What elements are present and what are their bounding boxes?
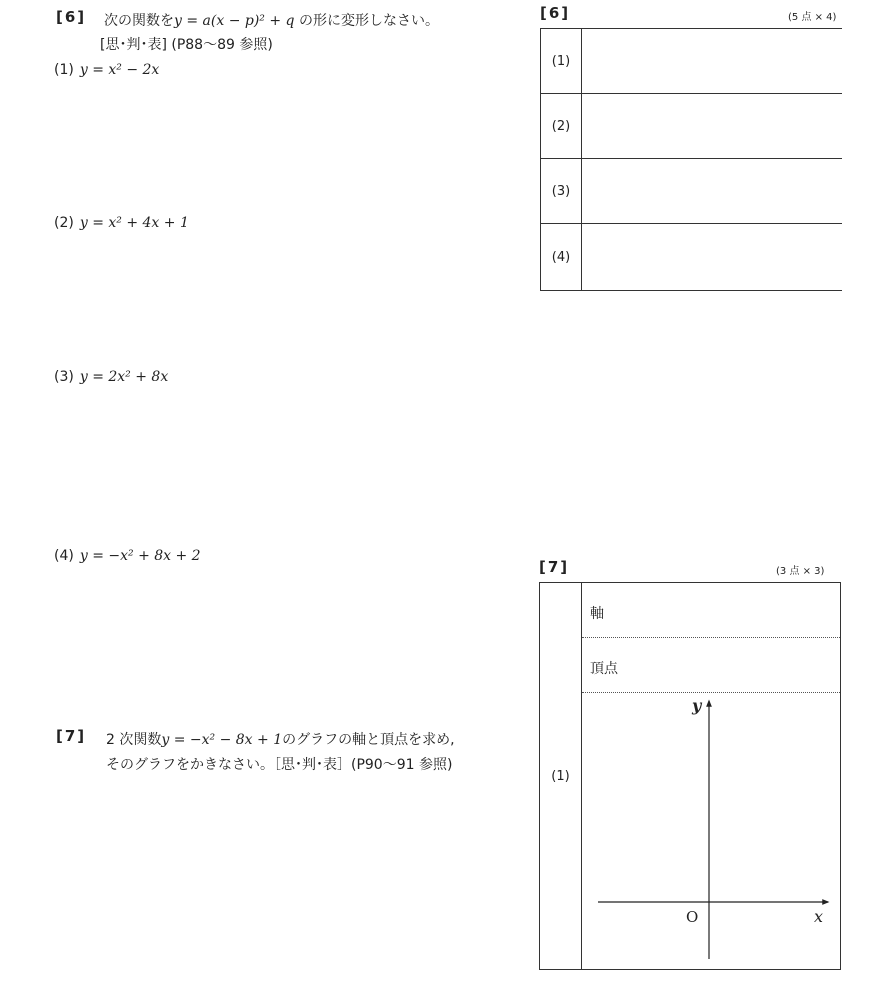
answer7-axis-label: 軸 xyxy=(590,606,604,622)
question-6-1 xyxy=(54,62,159,78)
question-formula: y = 2x² + 8x xyxy=(79,369,169,385)
origin-label: O xyxy=(686,908,699,926)
answer7-table xyxy=(539,582,841,970)
question-6-3 xyxy=(54,369,168,385)
answer6-cell-1[interactable] xyxy=(581,29,842,94)
section7-instruction-formula: y = −x² − 8x + 1 xyxy=(161,732,283,748)
section6-instruction-formula: y = a(x − p)² + q xyxy=(174,13,295,29)
section7-header: [7] xyxy=(56,727,87,745)
section7-instruction xyxy=(106,729,455,749)
answer7-vertex-row[interactable] xyxy=(582,638,840,693)
answer6-cell-2[interactable] xyxy=(581,94,842,159)
section6-criteria: [思･判･表] (P88〜89 参照) xyxy=(100,37,273,53)
answer6-cell-4[interactable] xyxy=(581,224,842,290)
answer7-points: (3 点 × 3) xyxy=(776,566,825,577)
answer6-points: (5 点 × 4) xyxy=(788,12,837,23)
answer6-row-4 xyxy=(540,223,842,291)
section6-instruction-pre: 次の関数を xyxy=(104,13,174,29)
section6-instruction-post: の形に変形しなさい。 xyxy=(298,13,439,29)
answer6-row-label: (4) xyxy=(540,224,582,290)
answer6-row-2 xyxy=(540,93,842,159)
answer7-axis-row[interactable] xyxy=(582,583,840,638)
section6-header: [6] xyxy=(56,8,87,26)
section7-instruction-post: のグラフの軸と頂点を求め, xyxy=(282,732,455,748)
answer6-table xyxy=(540,28,842,290)
answer7-row-label: (1) xyxy=(540,583,582,969)
question-formula: y = x² − 2x xyxy=(79,62,160,78)
answer7-graph-area[interactable] xyxy=(582,693,840,969)
section6-instruction xyxy=(104,10,439,30)
answer7-vertex-label: 頂点 xyxy=(590,661,618,677)
answer6-row-label: (2) xyxy=(540,94,582,159)
section7-instruction-pre: 2 次関数 xyxy=(106,732,162,748)
answer6-cell-3[interactable] xyxy=(581,159,842,224)
x-axis-label: x xyxy=(814,907,824,926)
answer6-row-label: (3) xyxy=(540,159,582,224)
question-number: (2) xyxy=(54,215,74,231)
answer6-header: [6] xyxy=(540,4,571,22)
answer6-row-1 xyxy=(540,28,842,94)
question-number: (4) xyxy=(54,548,74,564)
question-formula: y = −x² + 8x + 2 xyxy=(79,548,201,564)
answer6-row-label: (1) xyxy=(540,29,582,94)
answer7-header: [7] xyxy=(539,558,570,576)
y-axis-label: y xyxy=(692,696,702,715)
question-number: (3) xyxy=(54,369,74,385)
question-6-4 xyxy=(54,548,201,564)
answer6-row-3 xyxy=(540,158,842,224)
question-6-2 xyxy=(54,215,189,231)
question-number: (1) xyxy=(54,62,74,78)
section7-instruction-line2: そのグラフをかきなさい。［思･判･表］(P90〜91 参照) xyxy=(106,757,453,773)
question-formula: y = x² + 4x + 1 xyxy=(79,215,189,231)
